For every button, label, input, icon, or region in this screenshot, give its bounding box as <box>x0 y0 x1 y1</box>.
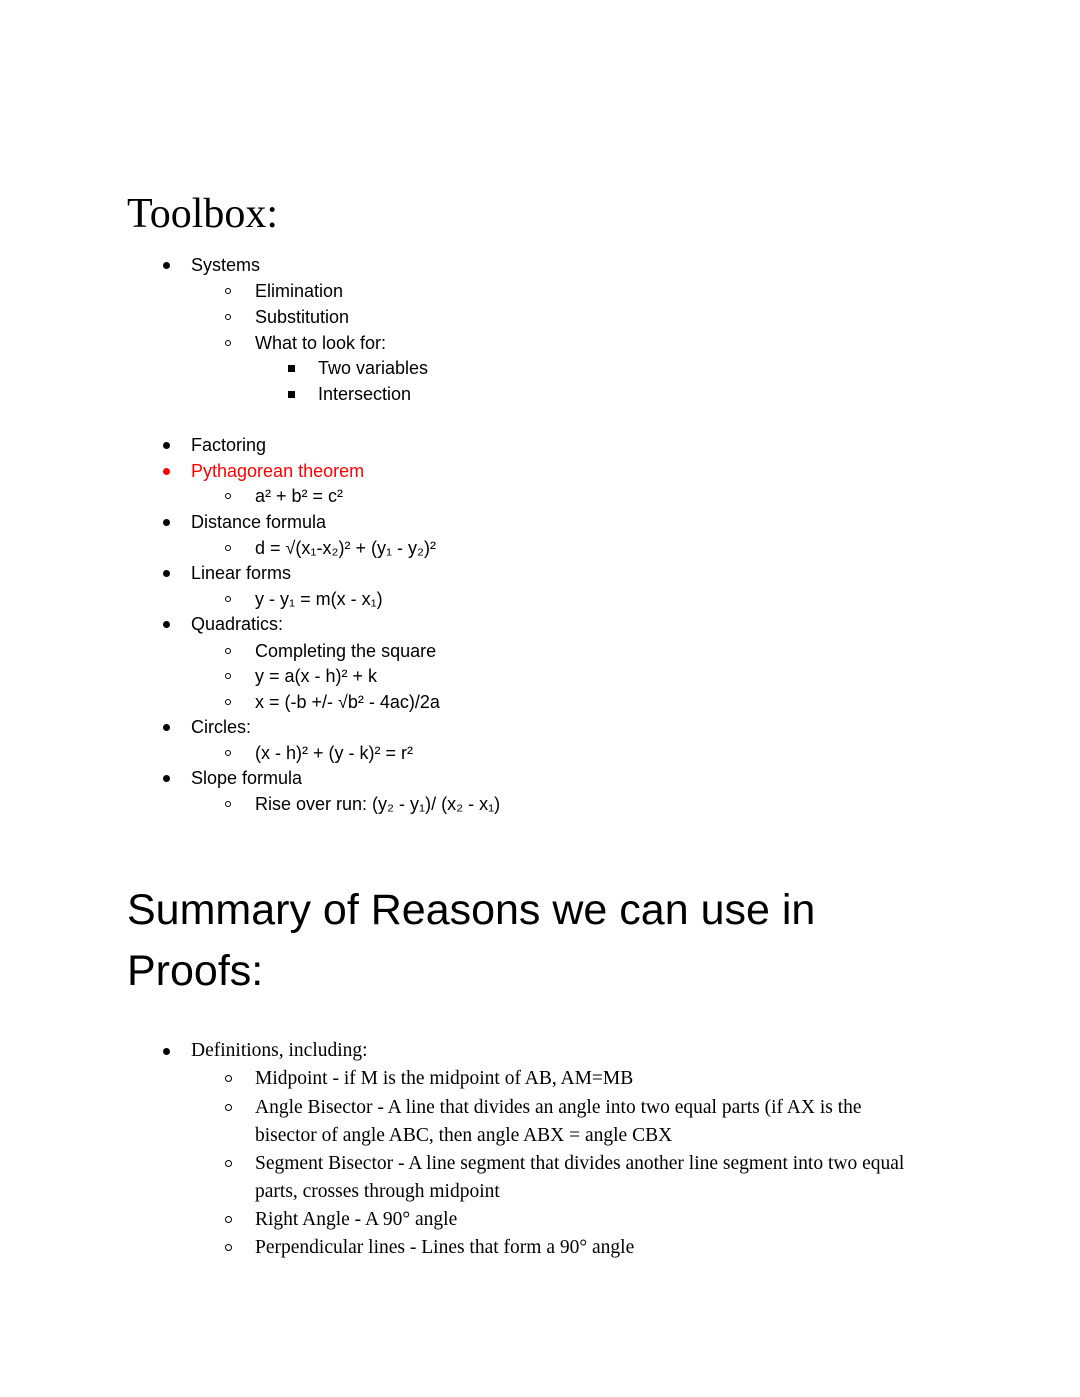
bullet-icon <box>163 468 170 475</box>
toolbox-heading: Toolbox: <box>127 191 279 237</box>
bullet-icon <box>163 570 170 577</box>
circle-bullet-icon <box>225 1244 232 1251</box>
circle-bullet-icon <box>225 288 231 294</box>
circle-bullet-icon <box>225 1216 232 1223</box>
circle-bullet-icon <box>225 699 231 705</box>
summary-heading: Summary of Reasons we can use in Proofs: <box>127 886 816 995</box>
circle-bullet-icon <box>225 314 231 320</box>
bullet-icon <box>163 519 170 526</box>
circle-bullet-icon <box>225 1075 232 1082</box>
circle-bullet-icon <box>225 1104 232 1111</box>
bullet-icon <box>163 442 170 449</box>
square-bullet-icon <box>288 365 295 372</box>
circle-bullet-icon <box>225 340 231 346</box>
square-bullet-icon <box>288 391 295 398</box>
circle-bullet-icon <box>225 673 231 679</box>
circle-bullet-icon <box>225 545 231 551</box>
bullet-icon <box>163 724 170 731</box>
bullet-icon <box>163 1048 170 1055</box>
bullet-icon <box>163 775 170 782</box>
bullet-icon <box>163 621 170 628</box>
circle-bullet-icon <box>225 750 231 756</box>
circle-bullet-icon <box>225 596 231 602</box>
circle-bullet-icon <box>225 493 231 499</box>
circle-bullet-icon <box>225 648 231 654</box>
circle-bullet-icon <box>225 801 231 807</box>
bullet-icon <box>163 262 170 269</box>
circle-bullet-icon <box>225 1160 232 1167</box>
